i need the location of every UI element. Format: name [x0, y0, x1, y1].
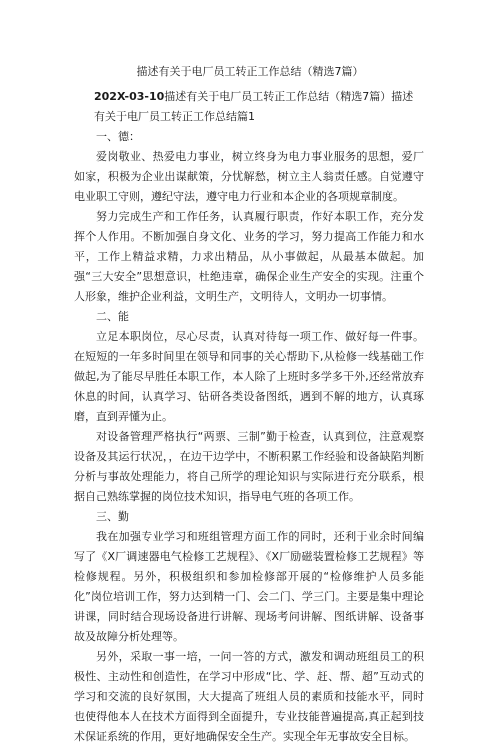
paragraph: 爱岗敬业、热爱电力事业，树立终身为电力事业服务的思想，爱厂如家，积极为企业出谋献策，分忧解愁，树立主人翁责任感。自觉遵守电业职工守则，遵纪守法，遵守电力行业和本企业的各项规章制度。	[74, 150, 424, 203]
section-heading: 二、能	[96, 310, 129, 323]
document-subtitle: 描述有关于电厂员工转正工作总结（精选7篇）描述有关于电厂员工转正工作总结篇1	[94, 90, 414, 123]
document-meta	[94, 87, 424, 127]
paragraph: 我在加强专业学习和班组管理方面工作的同时，还利于业余时间编写了《X厂调速器电气检修工艺规程》、《X厂励磁装置检修工艺规程》等检修规程。另外，积极组织和参加检修部开展的“检修维护人员多能化”岗位培训工作，努力达到精一门、会二门、学三门。主要是集中理论讲课，同时结合现场设备进行讲解、现场考问讲解、图纸讲解、设备事故及故障分析处理等。	[74, 530, 424, 643]
section-neng	[74, 307, 424, 507]
section-heading: 三、勤	[96, 510, 129, 523]
paragraph: 立足本职岗位，尽心尽责，认真对待每一项工作、做好每一件事。在短短的一年多时间里在领导和同事的关心帮助下,从检修一线基础工作做起,为了能尽早胜任本职工作，本人除了上班时多学多干外,还经常放弃休息的时间，认真学习、钻研各类设备图纸，遇到不解的地方，认真琢磨，直到弄懂为止。	[74, 330, 424, 423]
paragraph: 对设备管理严格执行“两票、三制”勤于检查，认真到位，注意观察设备及其运行状况，，在边干边学中，不断积累工作经验和设备缺陷判断分析与事故处理能力，将自己所学的理论知识与实际进行充分联系，根据自己熟练掌握的岗位技术知识，指导电气班的各项工作。	[74, 430, 424, 503]
paragraph: 另外，采取一事一培，一问一答的方式，激发和调动班组员工的积极性、主动性和创造性，在学习中形成“比、学、赶、帮、超”互动式的学习和交流的良好氛围，大大提高了班组人员的素质和技能水平，同时也使得他本人在技术方面得到全面提升，专业技能普遍提高,真正起到技术保证系统的作用，更好地确保安全生产。实现全年无事故安全目标。	[74, 650, 424, 743]
document-date: 202X-03-10	[94, 90, 165, 103]
paragraph: 努力完成生产和工作任务，认真履行职责，作好本职工作，充分发挥个人作用。不断加强自身文化、业务的学习，努力提高工作能力和水平，工作上精益求精，力求出精品，从小事做起，从最基本做起。加强“三大安全”思想意识，杜绝违章，确保企业生产安全的实现。注重个人形象，维护企业利益，文明生产，文明待人，文明办一切事情。	[74, 210, 424, 303]
section-qin	[74, 507, 424, 747]
section-de	[74, 127, 424, 307]
document-title: 描述有关于电厂员工转正工作总结（精选7篇）	[136, 65, 364, 78]
section-heading: 一、德：	[96, 130, 140, 143]
